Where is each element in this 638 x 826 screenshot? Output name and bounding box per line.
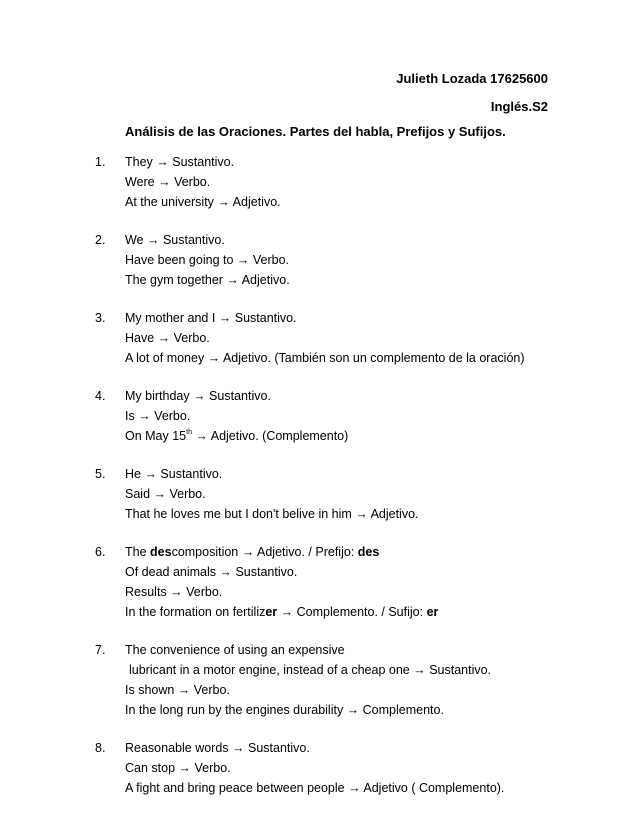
line-text: In the formation on fertiliz [125,605,266,619]
item-line: Is → Verbo. [125,409,191,423]
list-item [0,640,638,720]
date-text: On May 15 [125,429,187,443]
list-item [0,738,638,798]
item-line: The gym together → Adjetivo. [125,273,290,287]
list-item [0,542,638,622]
item-number: 6. [95,545,106,559]
item-line: Is shown → Verbo. [125,683,230,697]
item-number: 8. [95,741,106,755]
line-text: composition → Adjetivo. / Prefijo: [171,545,358,559]
suffix-highlight: er [265,605,278,619]
ordinal-suffix: th [186,429,192,436]
item-line: At the university → Adjetivo. [125,195,281,209]
item-number: 3. [95,311,106,325]
item-line: That he loves me but I don't belive in him → Adjetivo. [125,507,419,521]
analysis-list [0,152,638,816]
item-line: Were → Verbo. [125,175,211,189]
item-line: They → Sustantivo. [125,155,235,169]
item-line: Results → Verbo. [125,585,223,599]
item-line [125,602,638,622]
item-line: Reasonable words → Sustantivo. [125,741,310,755]
list-item [0,308,638,368]
suffix-label: er [426,605,439,619]
list-item [0,464,638,524]
item-line: Of dead animals → Sustantivo. [125,565,298,579]
item-line: He → Sustantivo. [125,467,223,481]
document-title: Análisis de las Oraciones. Partes del habla, Prefijos y Sufijos. [125,124,506,139]
prefix-highlight: des [150,545,172,559]
line-text: → Complemento. / Sufijo: [277,605,427,619]
item-line: Can stop → Verbo. [125,761,231,775]
item-line: Have been going to → Verbo. [125,253,290,267]
item-line: My mother and I → Sustantivo. [125,311,297,325]
list-item [0,152,638,212]
item-line: My birthday → Sustantivo. [125,389,271,403]
item-number: 5. [95,467,106,481]
item-line: We → Sustantivo. [125,233,225,247]
item-number: 7. [95,643,106,657]
author-line: Julieth Lozada 17625600 [396,71,548,86]
item-line [125,426,638,446]
item-line: In the long run by the engines durability → Complemento. [125,703,444,717]
list-item [0,230,638,290]
item-number: 2. [95,233,106,247]
item-line [125,542,638,562]
course-line: Inglés.S2 [490,99,548,114]
item-number: 1. [95,155,106,169]
item-line: The convenience of using an expensive [125,643,345,657]
item-number: 4. [95,389,106,403]
item-line: Have → Verbo. [125,331,210,345]
list-item [0,386,638,446]
item-line: A fight and bring peace between people → Adjetivo ( Complemento). [125,781,505,795]
item-line: A lot of money → Adjetivo. (También son un complemento de la oración) [125,351,525,365]
item-line: Said → Verbo. [125,487,206,501]
prefix-label: des [357,545,380,559]
item-line: lubricant in a motor engine, instead of a cheap one → Sustantivo. [129,663,492,677]
line-rest: → Adjetivo. (Complemento) [191,429,349,443]
line-text: The [125,545,151,559]
